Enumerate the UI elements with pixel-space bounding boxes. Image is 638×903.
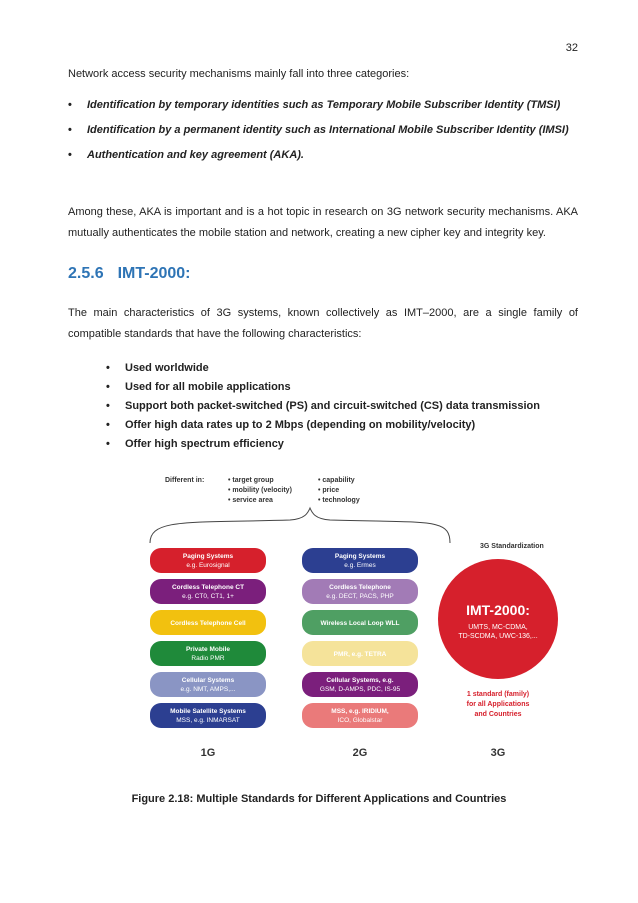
pill-label: Cordless Telephone Cell: [170, 620, 246, 627]
pill-label: e.g. NMT, AMPS,...: [180, 686, 236, 693]
section-heading: [68, 265, 191, 283]
intro-paragraph: Network access security mechanisms mainly fall into three categories:: [68, 68, 410, 80]
pill-2g: [302, 548, 418, 573]
category-list: [68, 95, 578, 170]
page-number: 32: [565, 42, 578, 54]
pill-background: [302, 672, 418, 697]
diff-item: • service area: [228, 497, 273, 504]
pill-label: Paging Systems: [334, 553, 386, 560]
note-line: for all Applications: [466, 701, 530, 708]
standard-note: [467, 691, 530, 718]
pill-1g: [150, 548, 266, 573]
gen-1g-label: 1G: [200, 747, 216, 759]
circle-line-2: TD-SCDMA, UWC-136,...: [458, 633, 538, 640]
diff-item: • price: [318, 487, 340, 494]
note-line: 1 standard (family): [466, 691, 530, 698]
pill-background: [150, 641, 266, 666]
circle-line-1: UMTS, MC-CDMA,: [468, 624, 528, 631]
pill-label: e.g. DECT, PACS, PHP: [326, 593, 394, 600]
characteristics-list: [106, 359, 576, 454]
pill-label: e.g. CT0, CT1, 1+: [182, 593, 234, 600]
diff-item: • target group: [228, 477, 274, 484]
pill-2g: [302, 610, 418, 635]
pill-label: GSM, D-AMPS, PDC, IS-95: [319, 686, 401, 693]
pill-1g: [150, 579, 266, 604]
characteristic-item: • Used for all mobile applications: [106, 378, 576, 397]
pill-background: [150, 703, 266, 728]
pill-label: Cordless Telephone: [329, 584, 391, 591]
characteristic-item: • Support both packet-switched (PS) and circuit-switched (CS) data transmission: [106, 397, 576, 416]
diffs-right: [318, 477, 360, 504]
pill-label: PMR, e.g. TETRA: [333, 651, 387, 658]
pill-label: Wireless Local Loop WLL: [320, 620, 400, 627]
pill-2g: [302, 641, 418, 666]
pill-1g: [150, 641, 266, 666]
pill-background: [302, 703, 418, 728]
diff-item: • capability: [318, 477, 355, 484]
figure-caption: Figure 2.18: Multiple Standards for Different Applications and Countries: [131, 793, 507, 805]
grouping-brace: [150, 508, 450, 543]
gen-3g-label: 3G: [490, 747, 506, 759]
pill-label: Cellular Systems: [181, 677, 235, 684]
standards-figure: [140, 468, 560, 773]
pill-label: Radio PMR: [191, 655, 225, 662]
section-number: 2.5.6: [68, 265, 104, 282]
pill-label: ICO, Globalstar: [337, 717, 383, 724]
pill-2g: [302, 579, 418, 604]
pill-background: [302, 579, 418, 604]
aka-paragraph: Among these, AKA is important and is a hot topic in research on 3G network security mechanisms. AKA mutually authenticates the mobile station and network, creating a new cipher key and integrity key.: [68, 206, 578, 239]
pill-background: [150, 548, 266, 573]
pill-1g: [150, 672, 266, 697]
pill-2g: [302, 672, 418, 697]
category-item-imsi: • Identification by a permanent identity such as International Mobile Subscriber Identity (IMSI): [68, 120, 578, 141]
imt2000-circle: [438, 559, 558, 679]
category-item-aka: • Authentication and key agreement (AKA).: [68, 145, 578, 166]
diff-item: • technology: [318, 497, 360, 504]
diff-item: • mobility (velocity): [228, 487, 292, 494]
pill-label: Cordless Telephone CT: [171, 584, 245, 591]
pill-label: MSS, e.g. INMARSAT: [176, 717, 240, 724]
pill-background: [150, 672, 266, 697]
category-item-tmsi: • Identification by temporary identities such as Temporary Mobile Subscriber Identity (TMSI): [68, 95, 578, 116]
circle-title: IMT-2000:: [466, 602, 530, 618]
characteristic-item: • Offer high data rates up to 2 Mbps (depending on mobility/velocity): [106, 416, 576, 435]
diffs-left: [228, 477, 292, 504]
column-1g: [150, 548, 266, 728]
gen-2g-label: 2G: [352, 747, 368, 759]
column-2g: [302, 548, 418, 728]
pill-label: Mobile Satellite Systems: [170, 708, 246, 715]
section-title: IMT-2000:: [117, 265, 191, 282]
pill-2g: [302, 703, 418, 728]
pill-label: Private Mobile: [185, 646, 231, 653]
pill-label: e.g. Ermes: [344, 562, 376, 569]
different-in-label: Different in:: [165, 477, 205, 484]
pill-label: e.g. Eurosignal: [186, 562, 230, 569]
characteristic-item: • Offer high spectrum efficiency: [106, 435, 576, 454]
characteristic-item: • Used worldwide: [106, 359, 576, 378]
pill-label: Cellular Systems, e.g.: [326, 677, 394, 684]
pill-label: MSS, e.g. IRIDIUM,: [331, 708, 389, 715]
note-line: and Countries: [474, 711, 522, 718]
pill-1g: [150, 610, 266, 635]
pill-background: [302, 548, 418, 573]
pill-1g: [150, 703, 266, 728]
standardization-label: 3G Standardization: [480, 543, 544, 550]
imt-paragraph: The main characteristics of 3G systems, known collectively as IMT–2000, are a single family of compatible standards that have the following characteristics:: [68, 307, 578, 340]
pill-label: Paging Systems: [182, 553, 234, 560]
pill-background: [150, 579, 266, 604]
